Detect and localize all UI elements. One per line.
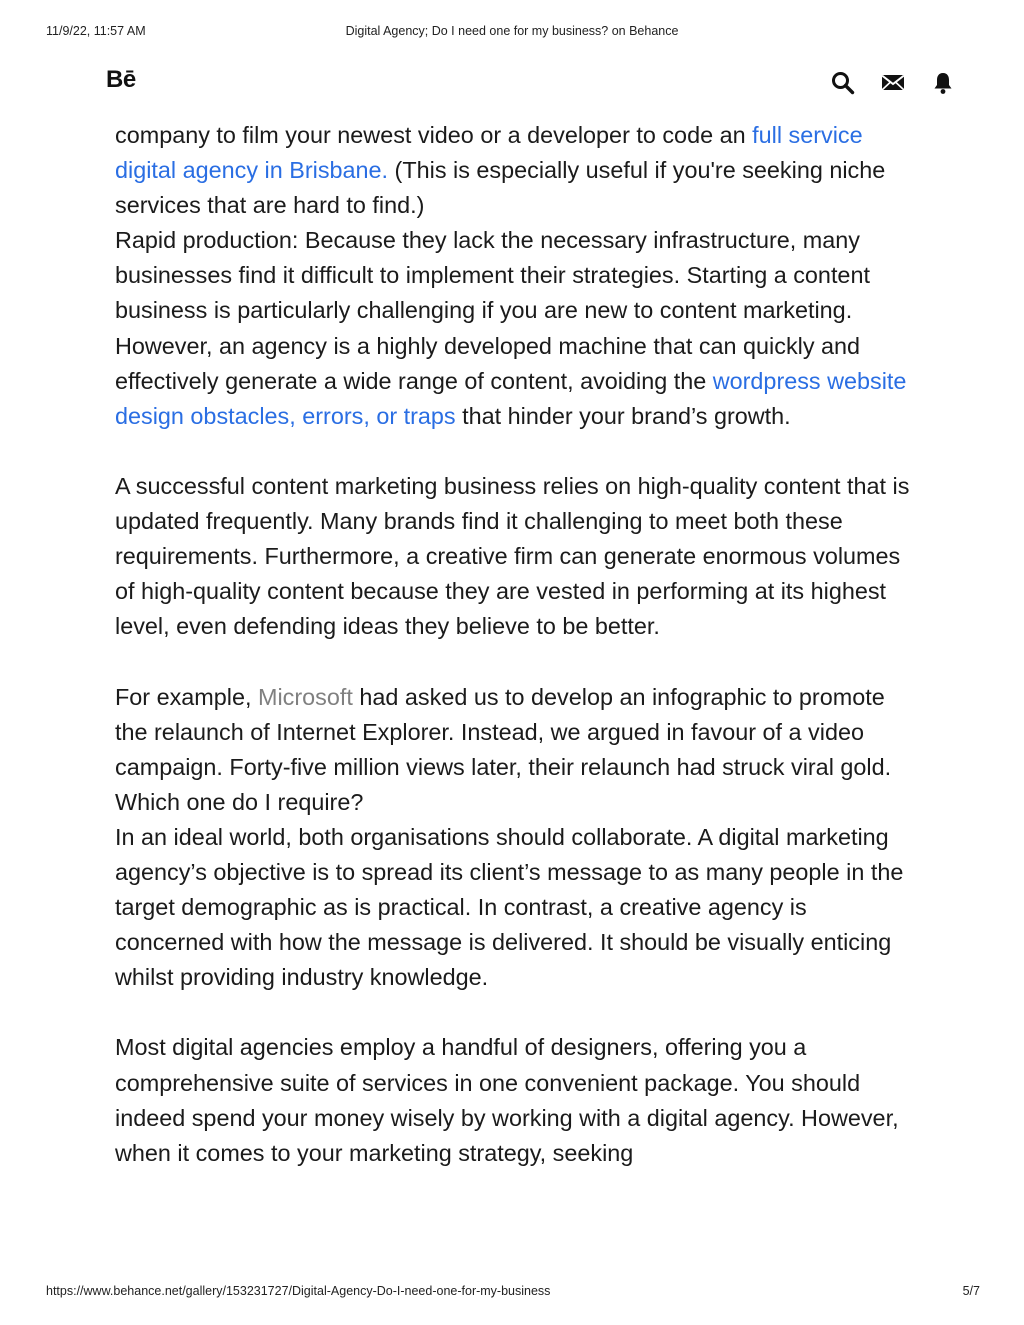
behance-logo[interactable]: Bē [106,66,136,93]
paragraph-spacer [115,644,915,679]
search-icon[interactable] [830,70,860,96]
paragraph-ideal-world: In an ideal world, both organisations should collaborate. A digital marketing agency’s objective is to spread its client’s message to as many people in the target demographic as is practical. In contrast, a creative agency is concerned with how the message is delivered. It should be visually enticing whilst providing industry knowledge. [115,823,904,991]
paragraph-text: that hinder your brand’s growth. [455,402,791,429]
paragraph-spacer [115,434,915,469]
link-wordpress-website-design[interactable]: wordpress website design obstacles, errors, or traps [115,367,907,429]
paragraph-text: had asked us to develop an infographic to promote the relaunch of Internet Explorer. Instead, we argued in favour of a video campaign. Forty-five million views later, their relaunch had struck viral gold. [115,683,892,780]
navbar-actions [830,70,960,96]
mail-icon[interactable] [880,70,910,96]
bell-icon[interactable] [930,70,960,96]
paragraph-rapid-production [115,223,915,434]
print-datetime: 11/9/22, 11:57 AM [46,24,146,38]
paragraph-microsoft-example [115,680,915,785]
print-url: https://www.behance.net/gallery/153231727/Digital-Agency-Do-I-need-one-for-my-business [46,1284,551,1298]
heading-which-one: Which one do I require? [115,788,364,815]
paragraph-agency-services [115,118,915,223]
behance-navbar [0,62,1024,102]
paragraph-content-marketing: A successful content marketing business relies on high-quality content that is updated frequently. Many brands find it challenging to meet both these requirements. Furthermore, a creative firm can generate enormous volumes of high-quality content because they are vested in performing at its highest level, even defending ideas they believe to be better. [115,472,910,640]
link-full-service-agency-brisbane[interactable]: full service digital agency in Brisbane. [115,122,863,184]
paragraph-spacer [115,995,915,1030]
paragraph-text: (This is especially useful if you're seeking niche services that are hard to find.) [115,157,886,219]
link-microsoft[interactable]: Microsoft [258,683,353,710]
paragraph-text: Rapid production: Because they lack the necessary infrastructure, many businesses find it difficult to implement their strategies. Starting a content business is particularly challenging if you are new to content marketing. However, an agency is a highly developed machine that can quickly and effectively generate a wide range of content, avoiding the [115,227,870,394]
print-page-number: 5/7 [962,1284,980,1298]
print-footer [0,1284,1024,1300]
paragraph-text: company to film your newest video or a developer to code an [115,122,753,148]
print-page-title: Digital Agency; Do I need one for my business? on Behance [345,24,679,38]
paragraph-digital-agencies: Most digital agencies employ a handful of designers, offering you a comprehensive suite of services in one convenient package. You should indeed spend your money wisely by working with a digital agency. However, when it comes to your marketing strategy, seeking [115,1034,899,1166]
article-body [115,118,915,1171]
print-header [0,24,1024,40]
paragraph-text: For example, [115,683,258,710]
